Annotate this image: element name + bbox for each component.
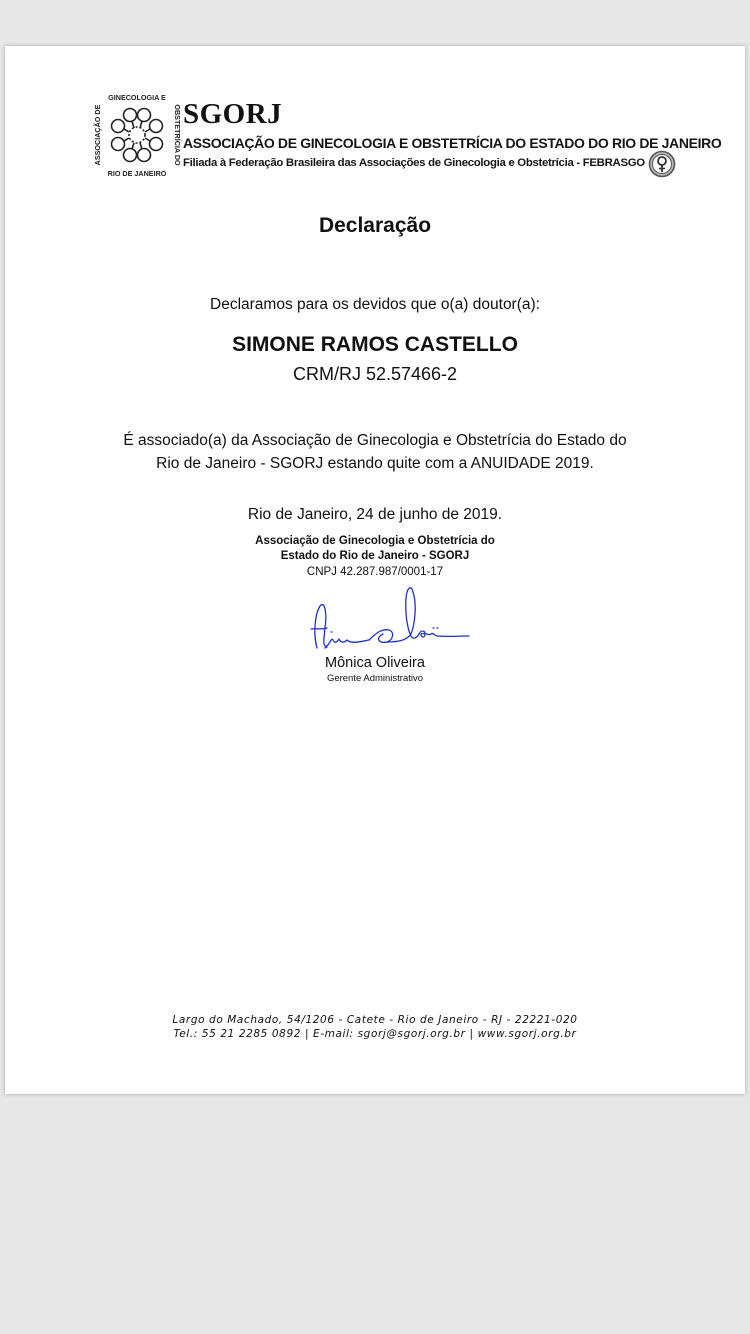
logo-ring-text-left: ASSOCIAÇÃO DE [93,104,102,166]
signature-org-line-1: Associação de Ginecologia e Obstetrícia do [255,535,495,547]
place-date: Rio de Janeiro, 24 de junho de 2019. [247,506,503,523]
signer-role: Gerente Administrativo [326,673,424,684]
document-page [5,46,745,1094]
footer-address: Largo do Machado, 54/1206 - Catete - Rio de Janeiro - RJ - 22221-020 [172,1014,578,1026]
brand-name: SGORJ [183,98,283,130]
sgorj-logo [91,92,183,178]
body-text-line-1: É associado(a) da Associação de Ginecologia e Obstetrícia do Estado do [123,432,627,449]
cnpj-number: CNPJ 42.287.987/0001-17 [306,566,444,578]
logo-ring-text-right: OBSTETRÍCIA DO [173,104,182,166]
logo-circles-emblem [112,109,163,162]
intro-text: Declaramos para os devidos que o(a) doutor(a): [210,296,540,313]
logo-ring-text-bottom: RIO DE JANEIRO [107,169,167,178]
affiliation-line: Filiada à Federação Brasileira das Associações de Ginecologia e Obstetrícia - FEBRASGO [183,157,645,169]
member-name: SIMONE RAMOS CASTELLO [232,333,518,356]
signature-org-line-2: Estado do Rio de Janeiro - SGORJ [280,550,470,562]
handwritten-signature [303,584,471,658]
logo-ring-text-top: GINECOLOGIA E [108,93,166,102]
signer-name: Mônica Oliveira [325,655,425,671]
febrasgo-venus-icon [648,150,676,178]
document-title: Declaração [318,214,432,237]
association-name: ASSOCIAÇÃO DE GINECOLOGIA E OBSTETRÍCIA DO ESTADO DO RIO DE JANEIRO [183,135,722,151]
body-text-line-2: Rio de Janeiro - SGORJ estando quite com a ANUIDADE 2019. [156,455,594,472]
crm-number: CRM/RJ 52.57466-2 [292,364,458,384]
footer-contact: Tel.: 55 21 2285 0892 | E-mail: sgorj@sgorj.org.br | www.sgorj.org.br [173,1028,577,1040]
